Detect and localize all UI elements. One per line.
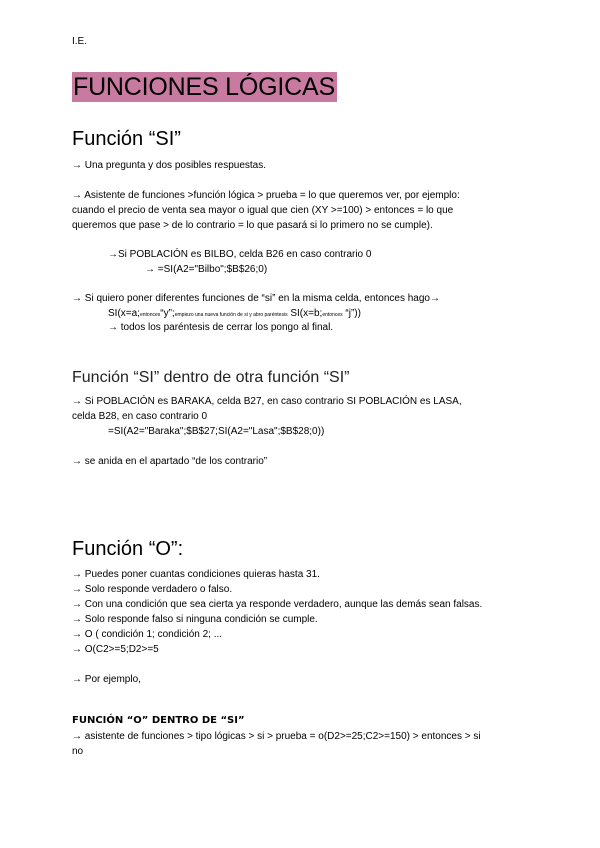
si-example-line-1: →Si POBLACIÓN es BILBO, celda B26 en caso contrario 0 (108, 249, 372, 260)
si-dentro-line-1: → Si POBLACIÓN es BARAKA, celda B27, en caso contrario SI POBLACIÓN es LASA, (72, 396, 462, 407)
section-heading-si-dentro: Función “SI” dentro de otra función “SI” (72, 369, 350, 386)
si-nested-line-1: → Si quiero poner diferentes funciones de “si” en la misma celda, entonces hago→ (72, 293, 440, 304)
si-example-formula: → =SI(A2="Bilbo";$B$26;0) (145, 264, 268, 275)
nested-part-3: SI(x=b; (287, 308, 323, 319)
si-dentro-line-2: celda B28, en caso contrario 0 (72, 411, 208, 422)
nested-part-2: “y”; (160, 308, 175, 319)
page-title: FUNCIONES LÓGICAS (73, 73, 335, 101)
si-asistente-line-1: → Asistente de funciones >función lógica > prueba = lo que queremos ver, por ejemplo: (72, 190, 460, 201)
o-item-4: → Solo responde falso si ninguna condición se cumple. (72, 614, 318, 625)
o-item-5: → O ( condición 1; condición 2; ... (72, 629, 223, 640)
si-dentro-formula: =SI(A2="Baraka";$B$27;SI(A2="Lasa";$B$28;0)) (108, 426, 325, 437)
o-item-3: → Con una condición que sea cierta ya responde verdadero, aunque las demás sean falsas. (72, 599, 483, 610)
nested-sub-1: entonces (139, 312, 161, 318)
section-heading-si: Función “SI” (72, 128, 181, 150)
si-asistente-line-3: queremos que pase > de lo contrario = lo que pasará si lo primero no se cumple). (72, 220, 433, 231)
author-initials: I.E. (72, 36, 88, 47)
nested-part-4: “j”)) (342, 308, 361, 319)
nested-sub-2: empiezo una nueva función de si y abro paréntesis (174, 312, 288, 318)
section-heading-o: Función “O”: (72, 538, 184, 560)
nested-part-1: SI(x=a; (108, 308, 140, 319)
o-item-6: → O(C2>=5;D2>=5 (72, 644, 159, 655)
o-item-2: → Solo responde verdadero o falso. (72, 584, 233, 595)
o-dentro-si-line-1: → asistente de funciones > tipo lógicas > si > prueba = o(D2>=25;C2>=150) > entonces > si (72, 731, 481, 742)
si-nested-line-3: → todos los paréntesis de cerrar los pongo al final. (108, 322, 334, 333)
si-nested-line-2 (108, 307, 361, 322)
o-dentro-si-line-2: no (72, 746, 84, 757)
nested-sub-3: entonces (322, 312, 343, 318)
o-example: → Por ejemplo, (72, 674, 141, 685)
si-dentro-note: → se anida en el apartado “de los contrario” (72, 456, 268, 467)
o-item-1: → Puedes poner cuantas condiciones quieras hasta 31. (72, 569, 320, 580)
section-heading-o-dentro-si: FUNCIÓN “O” DENTRO DE “SI” (72, 715, 245, 726)
si-asistente-line-2: cuando el precio de venta sea mayor o igual que cien (XY >=100) > entonces = lo que (72, 205, 454, 216)
si-intro: → Una pregunta y dos posibles respuestas. (72, 160, 266, 171)
